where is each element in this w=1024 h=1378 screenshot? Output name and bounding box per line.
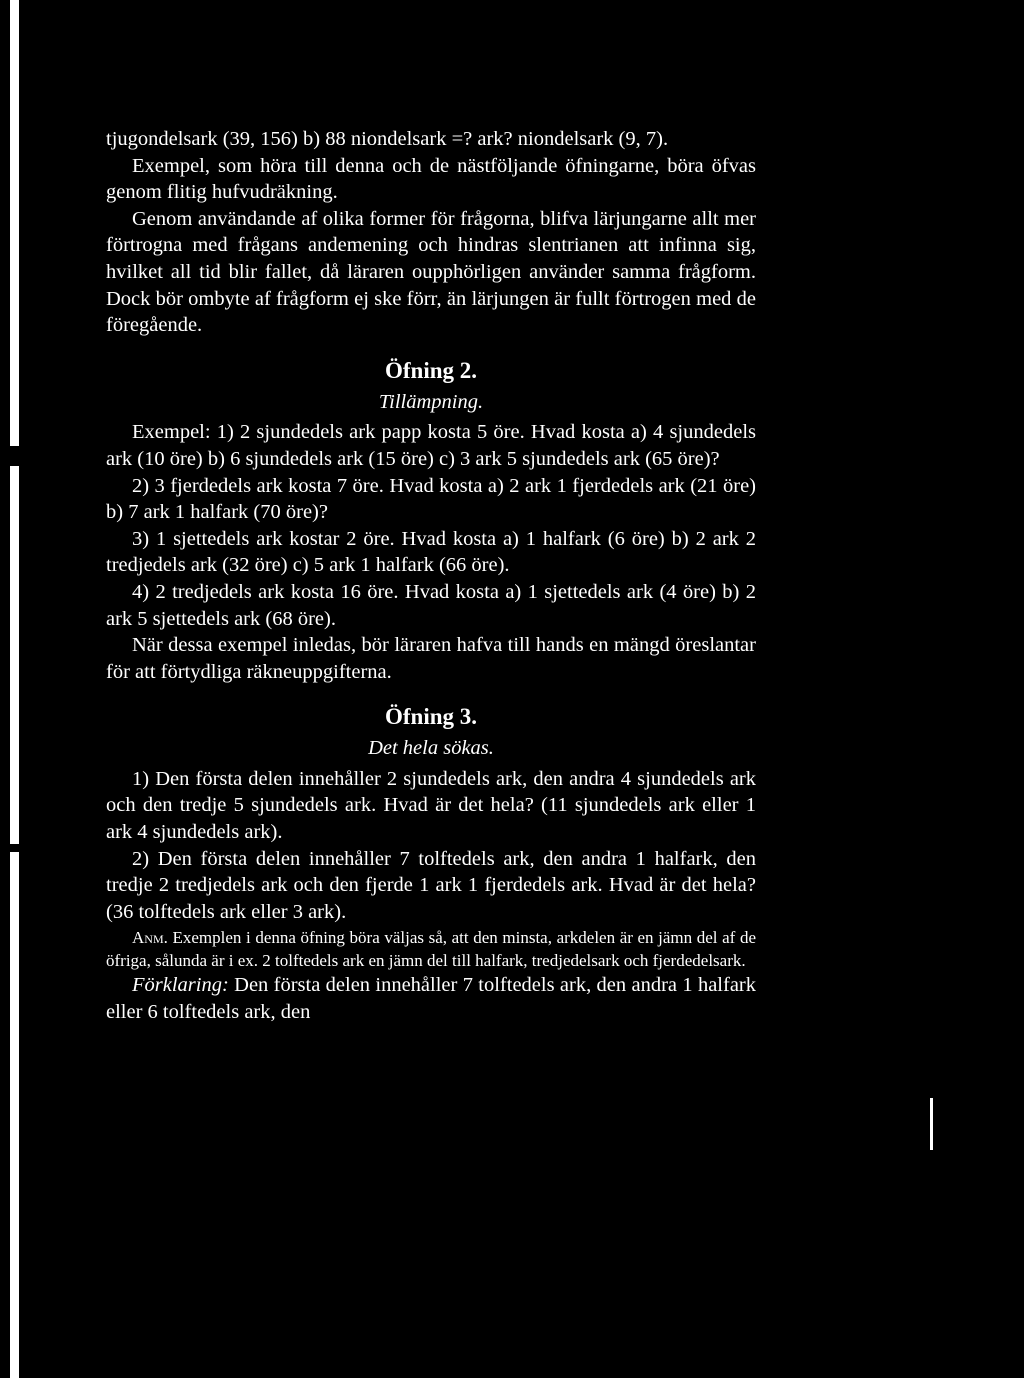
exercise: 1) Den första delen innehåller 2 sjundedels ark, den andra 4 sjundedels ark och den tredje 5 sjundedels ark. Hvad är det hela? (11 sjundedels ark eller 1 ark 4 sjundedels ark). <box>106 767 756 844</box>
paragraph: Genom användande af olika former för frågorna, blifva lärjungarne allt mer förtrogna med frågans andemening och hindras slentrianen att infinna sig, hvilket all tid blir fallet, då läraren oupphörligen använder samma frågform. Dock bör ombyte af frågform ej ske förr, än lärjungen är fullt förtrogen med de föregående. <box>106 207 756 337</box>
section-subheading: Det hela sökas. <box>368 737 494 760</box>
section-heading: Öfning 3. <box>384 704 478 730</box>
explanation <box>106 972 756 1025</box>
page-text <box>106 126 756 1026</box>
note-text: Exemplen i denna öfning böra väljas så, att den minsta, arkdelen är en jämn del af de öfriga, sålunda är i ex. 2 tolftedels ark en jämn del till halfark, tredjedelsark och fjerdedelsark. <box>106 928 756 970</box>
paragraph: När dessa exempel inledas, bör läraren hafva till hands en mängd öreslantar för att förtydliga räkneuppgifterna. <box>106 634 756 683</box>
exercise: 4) 2 tredjedels ark kosta 16 öre. Hvad kosta a) 1 sjettedels ark (4 öre) b) 2 ark 5 sjettedels ark (68 öre). <box>106 580 756 630</box>
exercise: 2) 3 fjerdedels ark kosta 7 öre. Hvad kosta a) 2 ark 1 fjerdedels ark (21 öre) b) 7 ark 1 halfark (70 öre)? <box>106 474 756 524</box>
scan-edge-bar <box>10 0 19 446</box>
exercise: Exempel: 1) 2 sjundedels ark papp kosta 5 öre. Hvad kosta a) 4 sjundedels ark (10 öre) b) 6 sjundedels ark (15 öre) c) 3 ark 5 sjundedels ark (65 öre)? <box>106 421 756 470</box>
explanation-label: Förklaring: <box>132 974 229 997</box>
scan-edge-bar <box>10 466 19 844</box>
exercise: 2) Den första delen innehåller 7 tolftedels ark, den andra 1 halfark, den tredje 2 tredjedels ark och den fjerde 1 ark 1 fjerdedels ark. Hvad är det hela? (36 tolftedels ark eller 3 ark). <box>106 847 756 923</box>
explanation-text: Den första delen innehåller 7 tolftedels ark, den andra 1 halfark eller 6 tolftedels ark, den <box>106 974 757 1024</box>
note-label: Anm. <box>132 928 168 948</box>
section-subheading: Tillämpning. <box>378 390 484 413</box>
note <box>106 927 756 972</box>
paragraph: Exempel, som höra till denna och de nästföljande öfningarne, böra öfvas genom flitig hufvudräkning. <box>106 154 756 204</box>
exercise: 3) 1 sjettedels ark kostar 2 öre. Hvad kosta a) 1 halfark (6 öre) b) 2 ark 2 tredjedels ark (32 öre) c) 5 ark 1 halfark (66 öre). <box>106 527 756 577</box>
scan-edge-bar <box>10 852 19 1378</box>
section-heading: Öfning 2. <box>384 357 478 383</box>
scan-edge-mark <box>930 1098 933 1150</box>
paragraph: tjugondelsark (39, 156) b) 88 niondelsark =? ark? niondelsark (9, 7). <box>106 128 669 150</box>
